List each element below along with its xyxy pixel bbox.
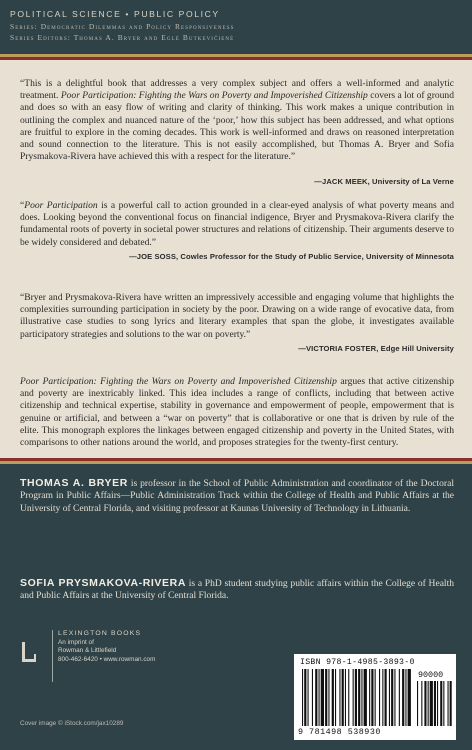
endorsements-panel bbox=[0, 60, 472, 458]
lexington-logo-icon bbox=[20, 640, 40, 666]
series-editors: Series Editors: Thomas A. Bryer and Eglė Butkevičienė bbox=[10, 33, 235, 42]
isbn-text: ISBN 978-1-4985-3893-0 bbox=[300, 658, 415, 667]
isbn-barcode bbox=[294, 654, 456, 740]
blurb-1-text: “This is a delightful book that addresses a very complex subject and offers a well-informed and analytic treatment. Poor Participation: Fighting the Wars on Poverty and Impoverished Citizenship covers a lot of ground and does so with an easy flow of writing and clarity of thinking. This work makes a unique contribution in outlining the complex and nuanced nature of the ‘poor,’ how this subject has been addressed, and what options are fruitful to explore in the coming decades. This work is well-informed and draws on reasoned interpretation and sound connection to the literature. This is not easily accomplished, but Thomas A. Bryer and Sofia Prysmakova-Rivera have achieved this with a respect for the literature.” bbox=[20, 78, 454, 163]
publisher-contact: 800-462-6420 • www.rowman.com bbox=[58, 655, 156, 663]
author-1-bio: is professor in the School of Public Administration and coordinator of the Doctoral Program in Public Affairs—Public Administration Track within the College of Health and Public Affairs at the University of Central Florida, and visiting professor at Kaunas University of Technology in Lithuania. bbox=[20, 478, 454, 514]
publisher-name: LEXINGTON BOOKS bbox=[58, 630, 142, 637]
series-category: POLITICAL SCIENCE • PUBLIC POLICY bbox=[10, 9, 220, 19]
author-2-name: SOFIA PRYSMAKOVA-RIVERA bbox=[20, 577, 187, 589]
series-header bbox=[0, 0, 472, 54]
price-code: 90000 bbox=[418, 670, 444, 680]
publisher-divider bbox=[52, 630, 53, 682]
cover-credit: Cover image © iStock.com/jax10289 bbox=[20, 720, 124, 727]
blurb-3-text: “Bryer and Prysmakova-Rivera have written an impressively accessible and engaging volume that highlights the complexities surrounding participation in society by the poor. Drawing on a wide range of evocative data, from illustrative case studies to song lyrics and literary examples that span the globe, it investigates available participatory strategies and solutions to the war on poverty.” bbox=[20, 292, 454, 340]
author-2-bio: is a PhD student studying public affairs within the College of Health and Public Affairs at the University of Central Florida. bbox=[20, 578, 455, 602]
blurb-2-text: “Poor Participation is a powerful call to action grounded in a clear-eyed analysis of what poverty means and does. Looking beyond the conventional focus on financial indigence, Bryer and Prysmakova-Rivera clarify the fundamental roots of poverty in societal power structures and relations of citizenship. Their arguments deserve to be widely considered and debated.” bbox=[20, 200, 454, 248]
barcode-digits: 9 781498 538930 bbox=[298, 727, 381, 737]
series-title: Series: Democratic Dilemmas and Policy Responsiveness bbox=[10, 22, 235, 31]
publisher-imprint-line1: An imprint of bbox=[58, 638, 94, 646]
publisher-block bbox=[58, 630, 228, 664]
author-bio-2 bbox=[20, 577, 454, 603]
book-description: Poor Participation: Fighting the Wars on Poverty and Impoverished Citizenship argues that active citizenship and poverty are inextricably linked. This idea includes a range of conflicts, including that between active citizenship and technical expertise, stability in governance and empowerment of people, empowerment that is genuine or artificial, and between a “war on poverty” that is collaborative or one that is driven by rule of the elite. This monograph explores the linkages between engaged citizenship and poverty in the United States, with comparisons to other nations around the world, and proposes strategies for the twenty-first century. bbox=[20, 376, 454, 449]
blurb-2-attribution: —JOE SOSS, Cowles Professor for the Study of Public Service, University of Minnesota bbox=[129, 252, 454, 261]
author-1-name: THOMAS A. BRYER bbox=[20, 477, 128, 489]
blurb-1-attribution: —JACK MEEK, University of La Verne bbox=[314, 177, 454, 186]
blurb-3-attribution: —VICTORIA FOSTER, Edge Hill University bbox=[298, 344, 454, 353]
bottom-gold-rule bbox=[0, 461, 472, 464]
publisher-imprint-line2: Rowman & Littlefield bbox=[58, 647, 117, 655]
author-bio-1 bbox=[20, 477, 454, 515]
